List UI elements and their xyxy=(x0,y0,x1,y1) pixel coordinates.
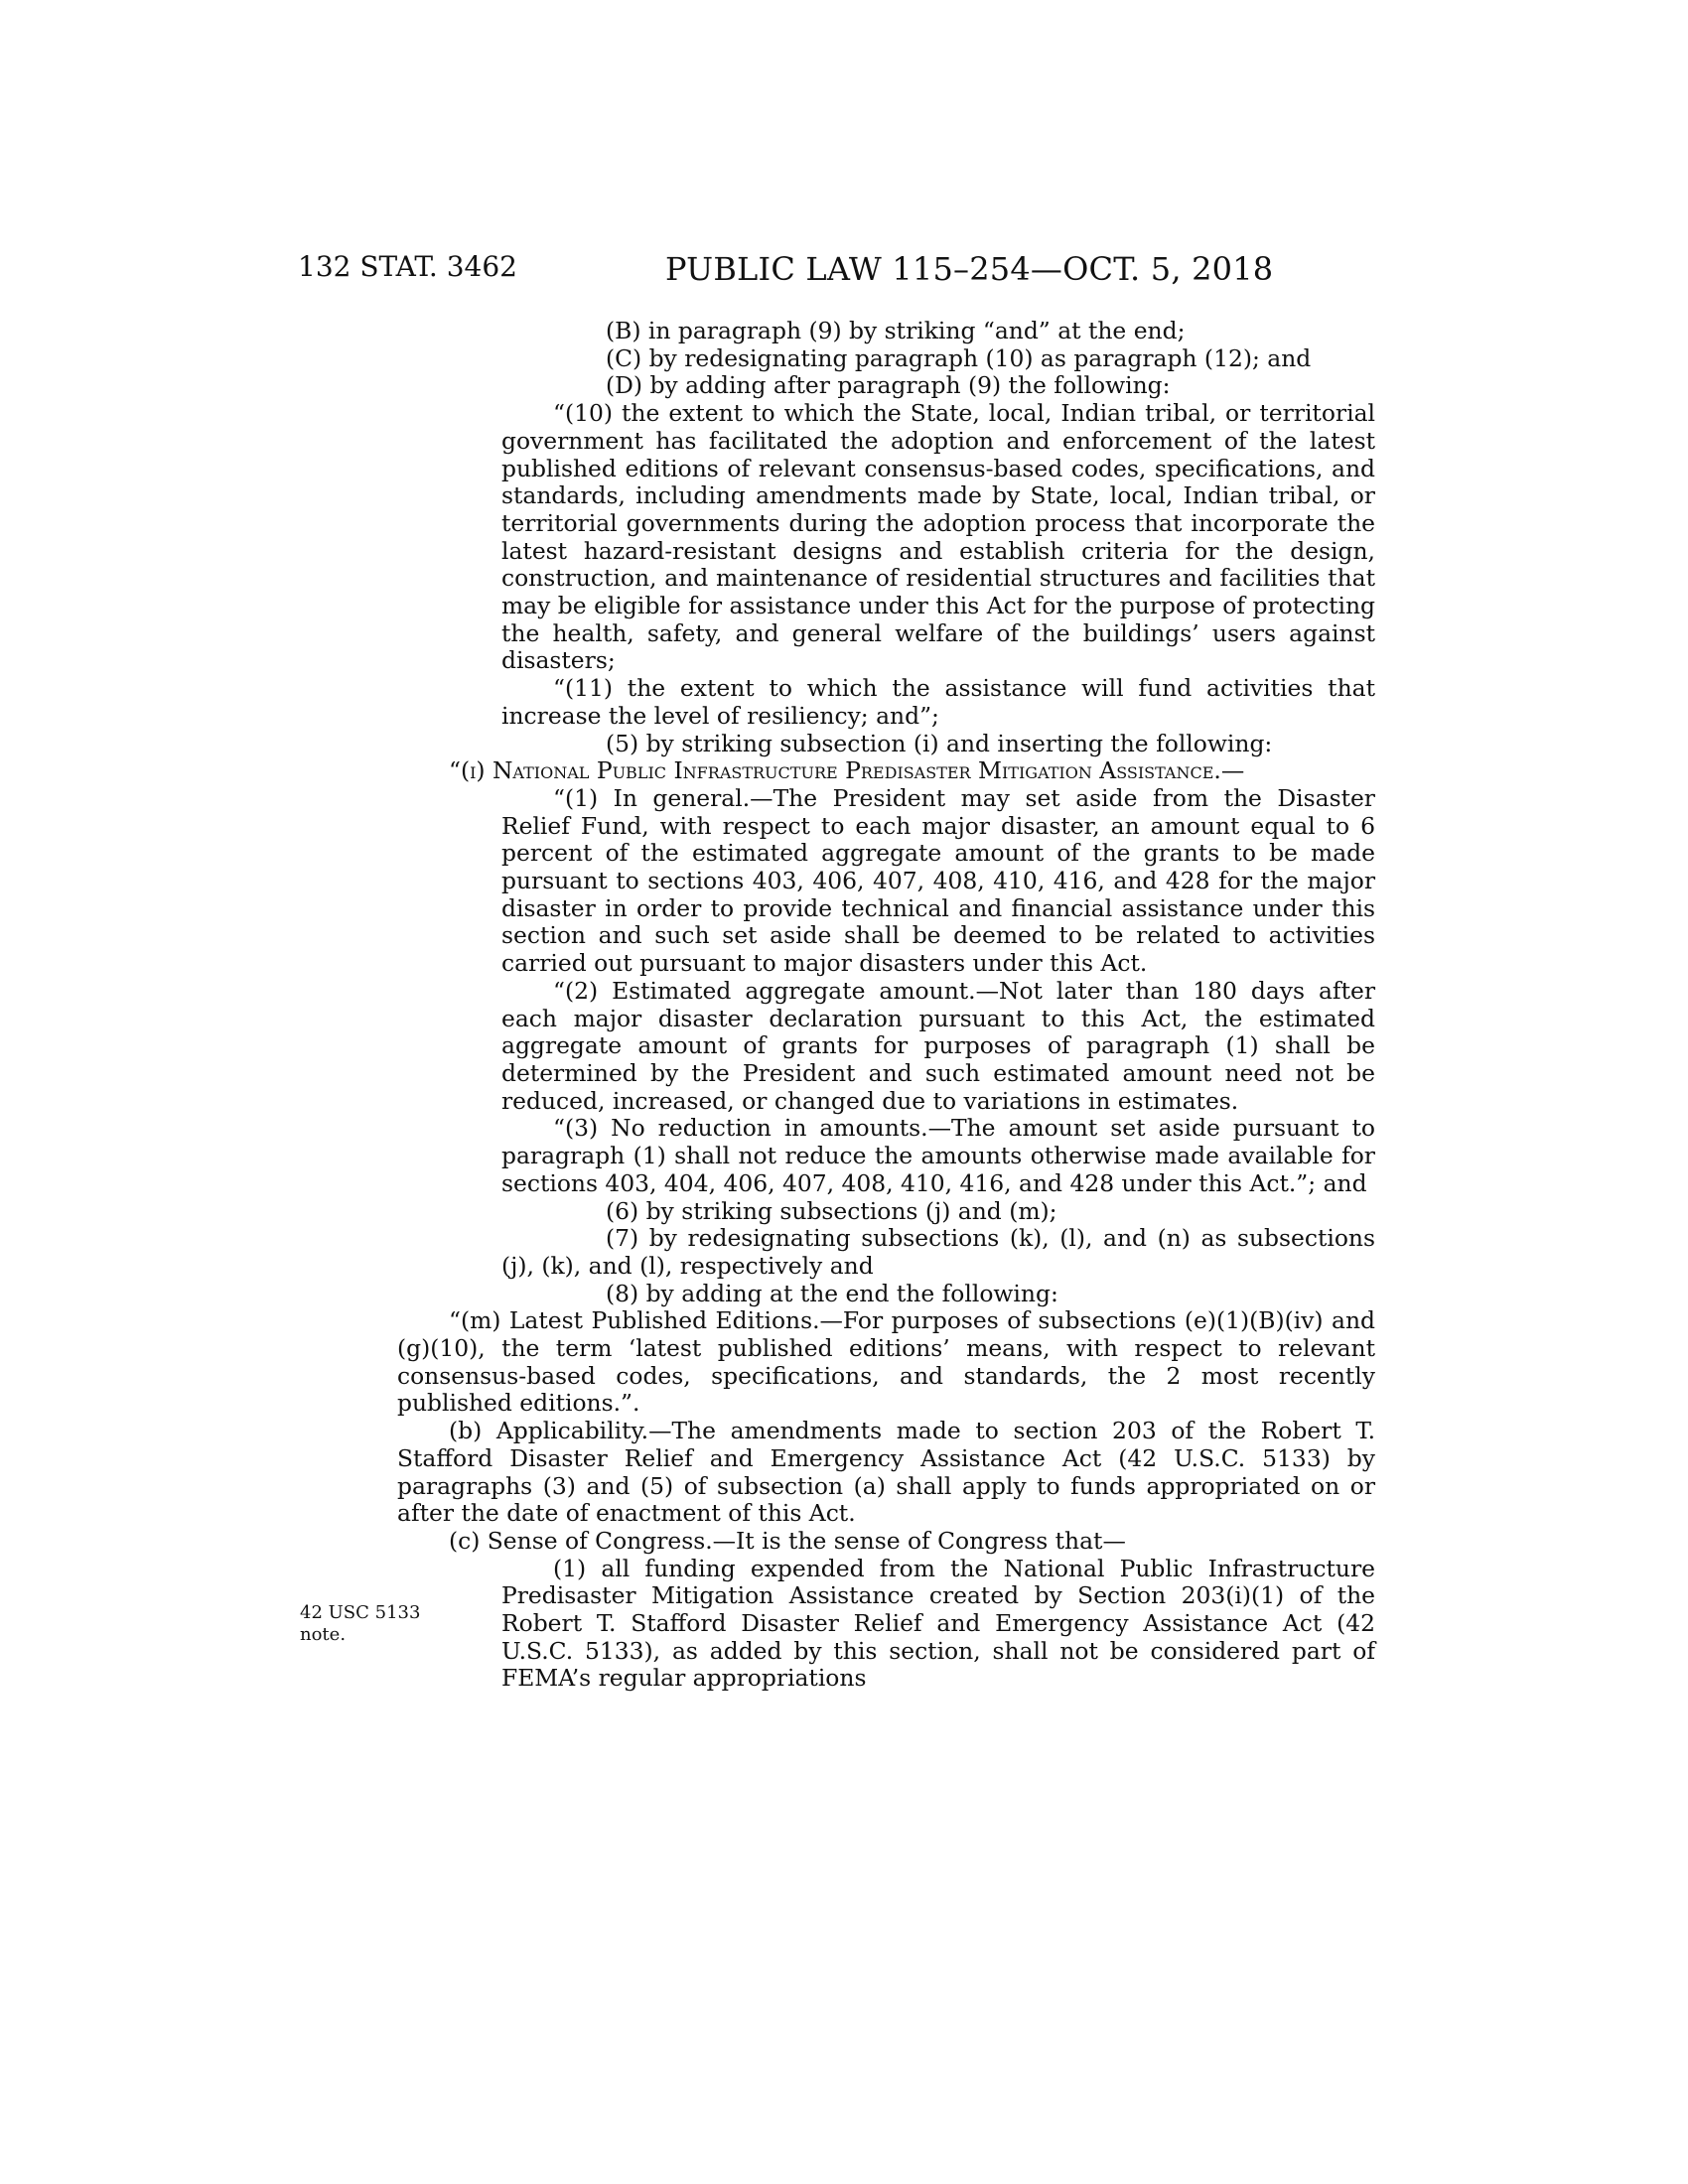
subsection-i-3-no-reduction: “(3) No reduction in amounts.—The amount set aside pursuant to paragraph (1) shall not reduce the amounts otherwise made available for sections 403, 404, 406, 407, 408, 410, 416, and 428 under this Act.”; and xyxy=(501,1114,1375,1197)
sense-of-congress-1: (1) all funding expended from the National Public Infrastructure Predisaster Mitigation Assistance created by Section 203(i)(1) of the Robert T. Stafford Disaster Relief and Emergency Assistance Act (42 U.S.C. 5133), as added by this section, shall not be considered part of FEMA’s regular appropriations xyxy=(501,1554,1375,1693)
margin-citation-note xyxy=(300,1602,449,1646)
page-header xyxy=(0,250,1688,290)
amendment-8: (8) by adding at the end the following: xyxy=(606,1279,1058,1307)
subsection-b-applicability: (b) Applicability.—The amendments made to section 203 of the Robert T. Stafford Disaster Relief and Emergency Assistance Act (42 U.S.C. 5133) by paragraphs (3) and (5) of subsection (a) shall apply to funds appropriated on or after the date of enactment of this Act. xyxy=(397,1417,1375,1528)
subsection-m-latest-published-editions: “(m) Latest Published Editions.—For purposes of subsections (e)(1)(B)(iv) and (g)(10), the term ‘latest published editions’ means, with respect to relevant consensus-based codes, specifications, and standards, the 2 most recently published editions.”. xyxy=(397,1306,1375,1418)
margin-citation-line-1: 42 USC 5133 xyxy=(300,1602,421,1623)
subsection-i-1-in-general: “(1) In general.—The President may set aside from the Disaster Relief Fund, with respect to each major disaster, an amount equal to 6 percent of the estimated aggregate amount of the grants to be made pursuant to sections 403, 406, 407, 408, 410, 416, and 428 for the major disaster in order to provide technical and financial assistance under this section and such set aside shall be deemed to be related to activities carried out pursuant to major disasters under this Act. xyxy=(501,783,1375,978)
inserted-paragraph-11: “(11) the extent to which the assistance will fund activities that increase the level of resiliency; and”; xyxy=(501,674,1375,730)
subsection-i-2-estimated-aggregate-amount: “(2) Estimated aggregate amount.—Not later than 180 days after each major disaster declaration pursuant to this Act, the estimated aggregate amount of grants for purposes of paragraph (1) shall be determined by the President and such estimated amount need not be reduced, increased, or changed due to variations in estimates. xyxy=(501,976,1375,1115)
statute-body-text xyxy=(397,317,1375,1693)
amendment-5: (5) by striking subsection (i) and inserting the following: xyxy=(606,729,1273,757)
margin-citation-line-2: note. xyxy=(300,1624,347,1645)
paragraph-c: (C) by redesignating paragraph (10) as paragraph (12); and xyxy=(606,343,1312,372)
public-law-title: PUBLIC LAW 115–254—OCT. 5, 2018 xyxy=(665,250,1274,288)
inserted-paragraph-10: “(10) the extent to which the State, local, Indian tribal, or territorial government has facilitated the adoption and enforcement of the latest published editions of relevant consensus-based codes, specifications, and standards, including amendments made by State, local, Indian tribal, or territorial governments during the adoption process that incorporate the latest hazard-resistant designs and establish criteria for the design, construction, and maintenance of residential structures and facilities that may be eligible for assistance under this Act for the purpose of protecting the health, safety, and general welfare of the buildings’ users against disasters; xyxy=(501,399,1375,675)
paragraph-d: (D) by adding after paragraph (9) the following: xyxy=(606,371,1171,400)
statute-page-reference: 132 STAT. 3462 xyxy=(298,250,517,283)
amendment-6: (6) by striking subsections (j) and (m); xyxy=(606,1196,1057,1225)
subsection-i-heading: “(i) National Public Infrastructure Predisaster Mitigation Assistance.— xyxy=(449,756,1245,785)
subsection-c-sense-of-congress: (c) Sense of Congress.—It is the sense of Congress that— xyxy=(449,1526,1126,1555)
paragraph-b: (B) in paragraph (9) by striking “and” at the end; xyxy=(606,317,1186,344)
amendment-7: (7) by redesignating subsections (k), (l), and (n) as subsections (j), (k), and (l), respectively and xyxy=(501,1224,1375,1280)
